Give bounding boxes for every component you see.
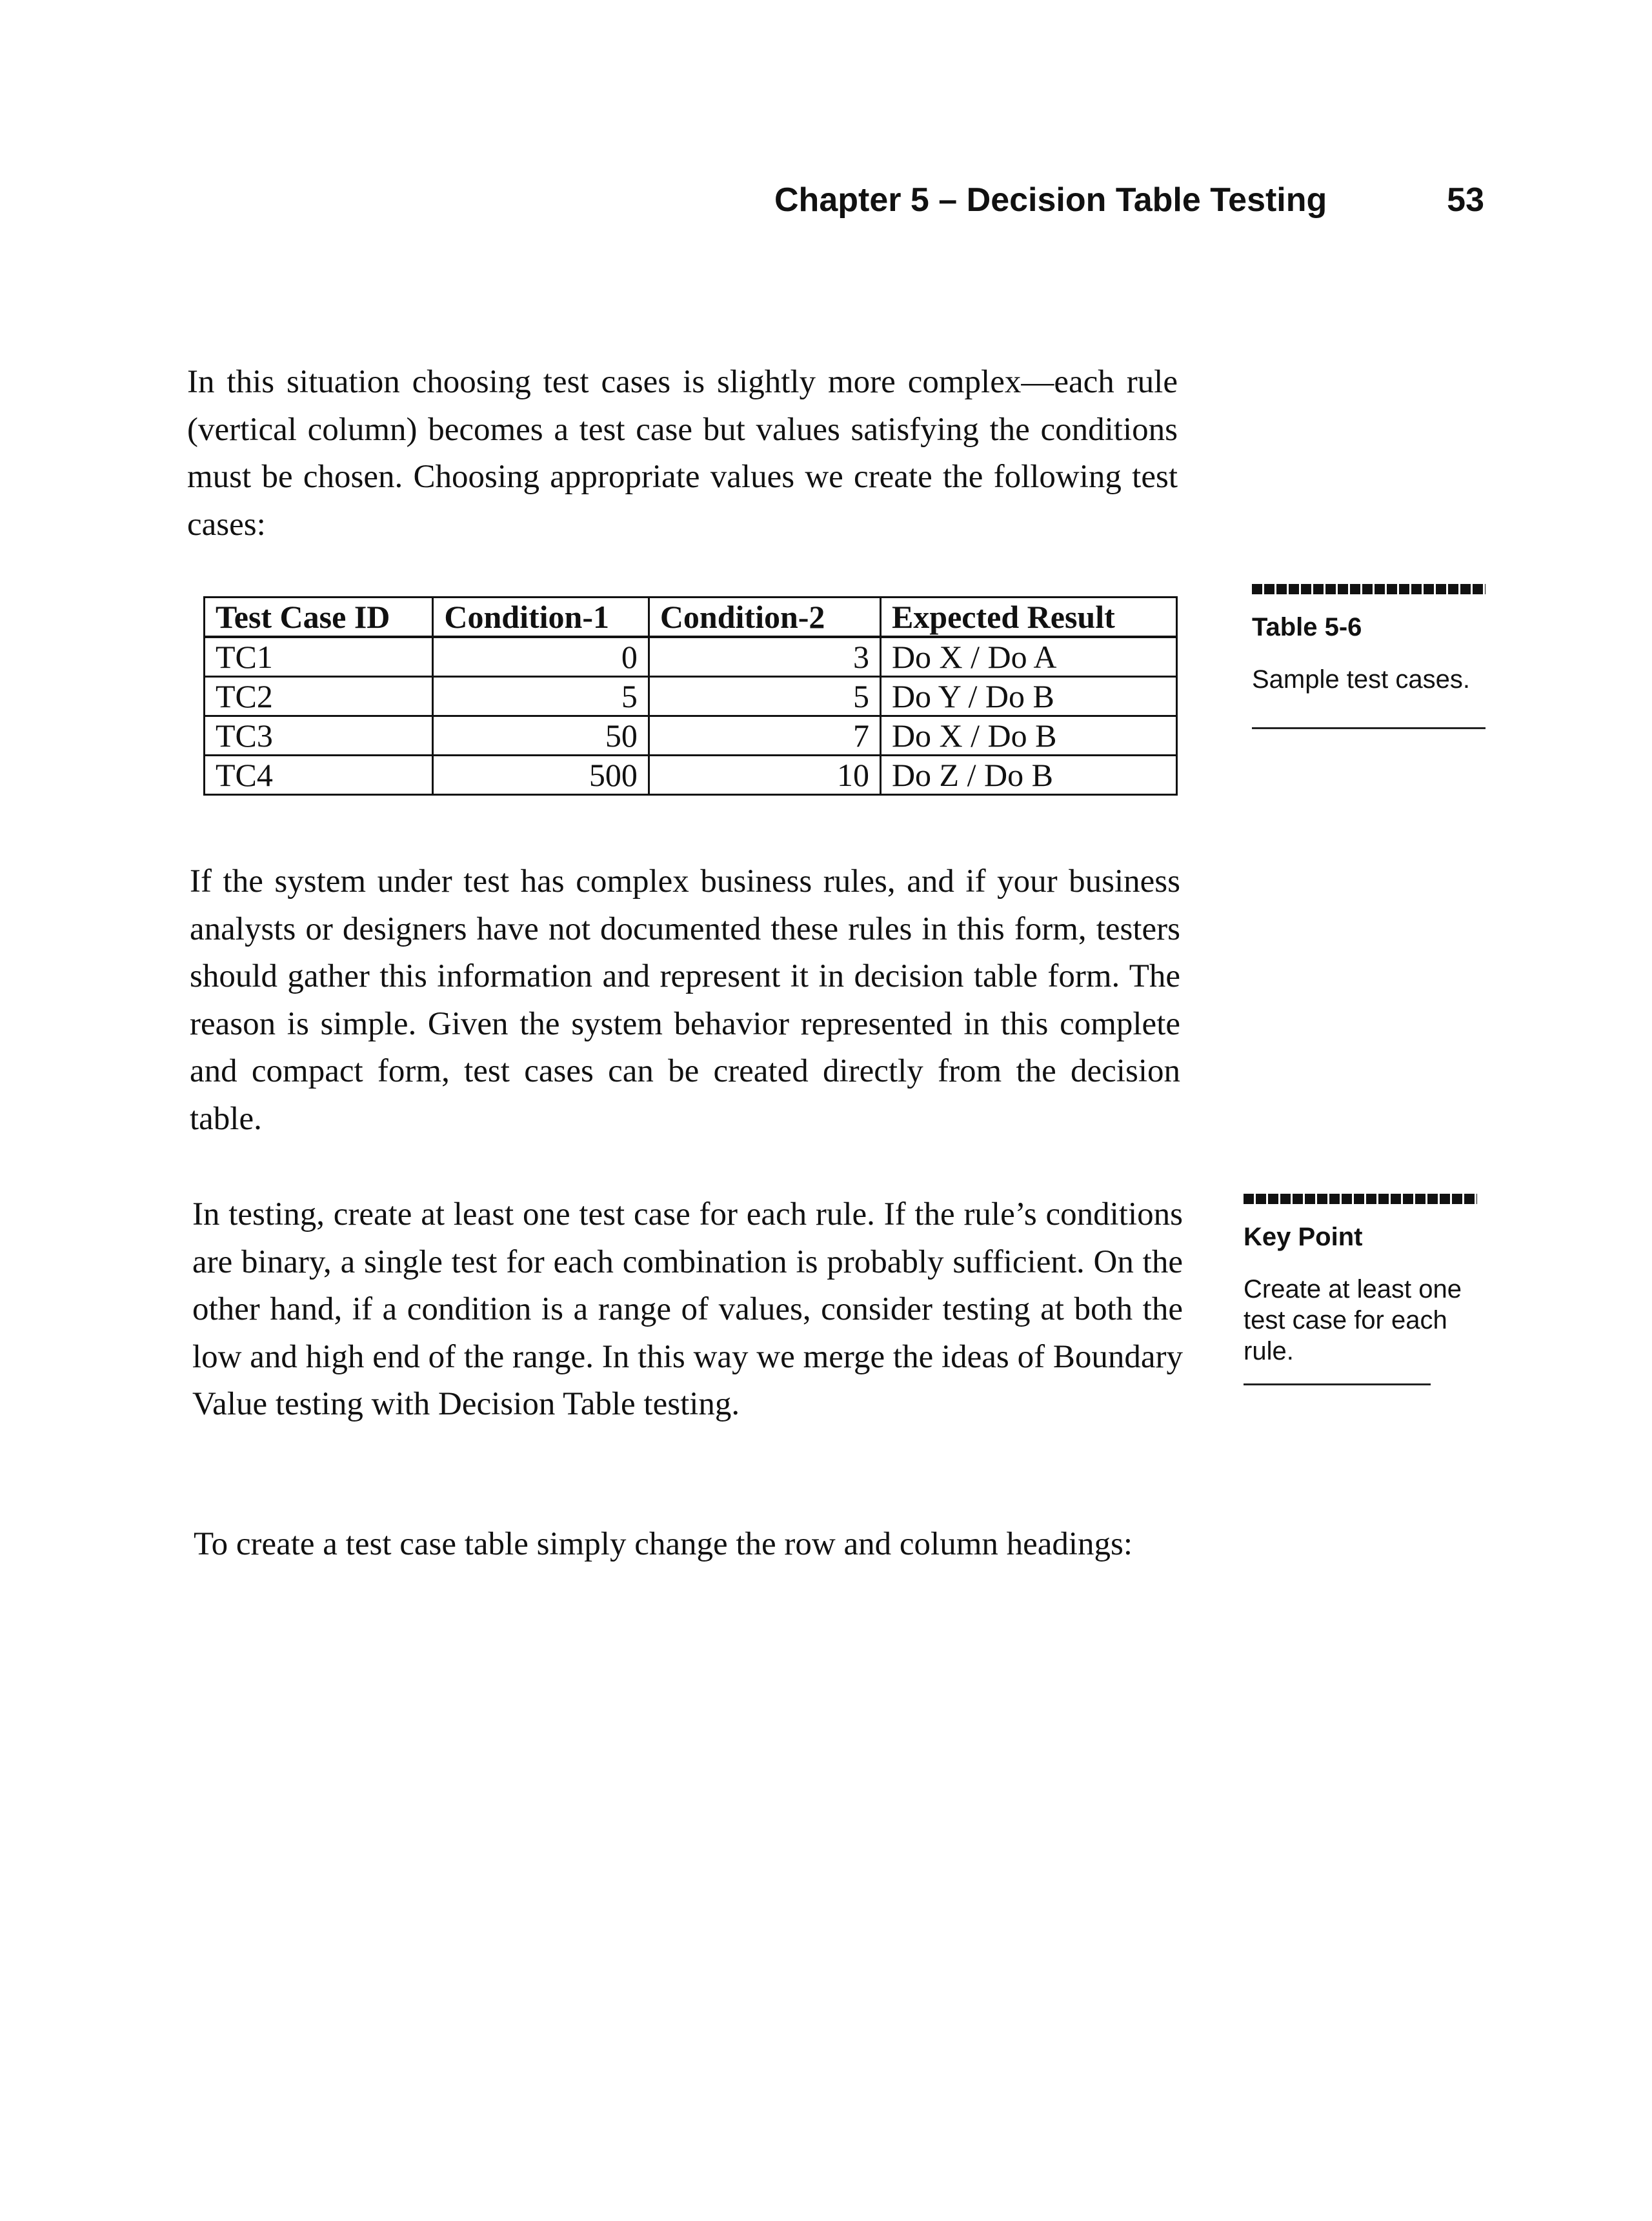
page-number: 53: [1447, 181, 1484, 219]
table-row: [205, 677, 1177, 716]
table-row: [205, 716, 1177, 756]
table-row: [205, 756, 1177, 795]
column-header: Test Case ID: [205, 598, 433, 638]
column-header: Expected Result: [880, 598, 1176, 638]
sidenote-dotted-bar: [1252, 584, 1486, 594]
sidenote-label: Table 5-6: [1252, 613, 1362, 641]
sidenote-text: Create at least one test case for each rule.: [1244, 1275, 1462, 1365]
condition-2-cell: 10: [649, 756, 880, 795]
condition-2-cell: 5: [649, 677, 880, 716]
test-case-id-cell: TC4: [205, 756, 433, 795]
condition-1-cell: 0: [433, 637, 649, 677]
column-header: Condition-2: [649, 598, 880, 638]
paragraph-1: In this situation choosing test cases is slightly more complex—each rule (vertical column) becomes a test case but values satisfying the conditions must be chosen. Choosing appropriate values we create the following test cases:: [187, 364, 1178, 543]
expected-result-cell: Do X / Do A: [880, 637, 1176, 677]
sidenote-key-point: [1244, 1194, 1477, 1385]
paragraph-3: In testing, create at least one test case for each rule. If the rule’s conditions are binary, a single test for each combination is probably sufficient. On the other hand, if a condition is a range of values, consider testing at both the low and high end of the range. In this way we merge the ideas of Boundary Value testing with Decision Table testing.: [192, 1196, 1183, 1422]
table-header-row: [205, 598, 1177, 638]
test-case-table: [203, 596, 1178, 796]
column-header: Condition-1: [433, 598, 649, 638]
test-case-id-cell: TC2: [205, 677, 433, 716]
expected-result-cell: Do X / Do B: [880, 716, 1176, 756]
expected-result-cell: Do Z / Do B: [880, 756, 1176, 795]
chapter-title: Chapter 5 – Decision Table Testing: [774, 181, 1327, 219]
test-case-id-cell: TC3: [205, 716, 433, 756]
condition-2-cell: 3: [649, 637, 880, 677]
paragraph-2: If the system under test has complex business rules, and if your business analysts or designers have not documented these rules in this form, testers should gather this information and represent it in decision table form. The reason is simple. Given the system behavior represented in this complete and compact form, test cases can be created directly from the decision table.: [190, 863, 1180, 1137]
condition-1-cell: 5: [433, 677, 649, 716]
condition-1-cell: 50: [433, 716, 649, 756]
sidenote-dotted-bar: [1244, 1194, 1477, 1204]
paragraph-4: To create a test case table simply change the row and column headings:: [194, 1526, 1133, 1562]
sidenote-table-caption: [1252, 584, 1486, 729]
sidenote-text: Sample test cases.: [1252, 665, 1470, 694]
test-case-id-cell: TC1: [205, 637, 433, 677]
condition-1-cell: 500: [433, 756, 649, 795]
expected-result-cell: Do Y / Do B: [880, 677, 1176, 716]
table-row: [205, 637, 1177, 677]
sidenote-label: Key Point: [1244, 1223, 1363, 1251]
sidenote-divider: [1252, 727, 1486, 729]
condition-2-cell: 7: [649, 716, 880, 756]
sidenote-divider: [1244, 1383, 1431, 1385]
running-header: [774, 181, 1484, 226]
